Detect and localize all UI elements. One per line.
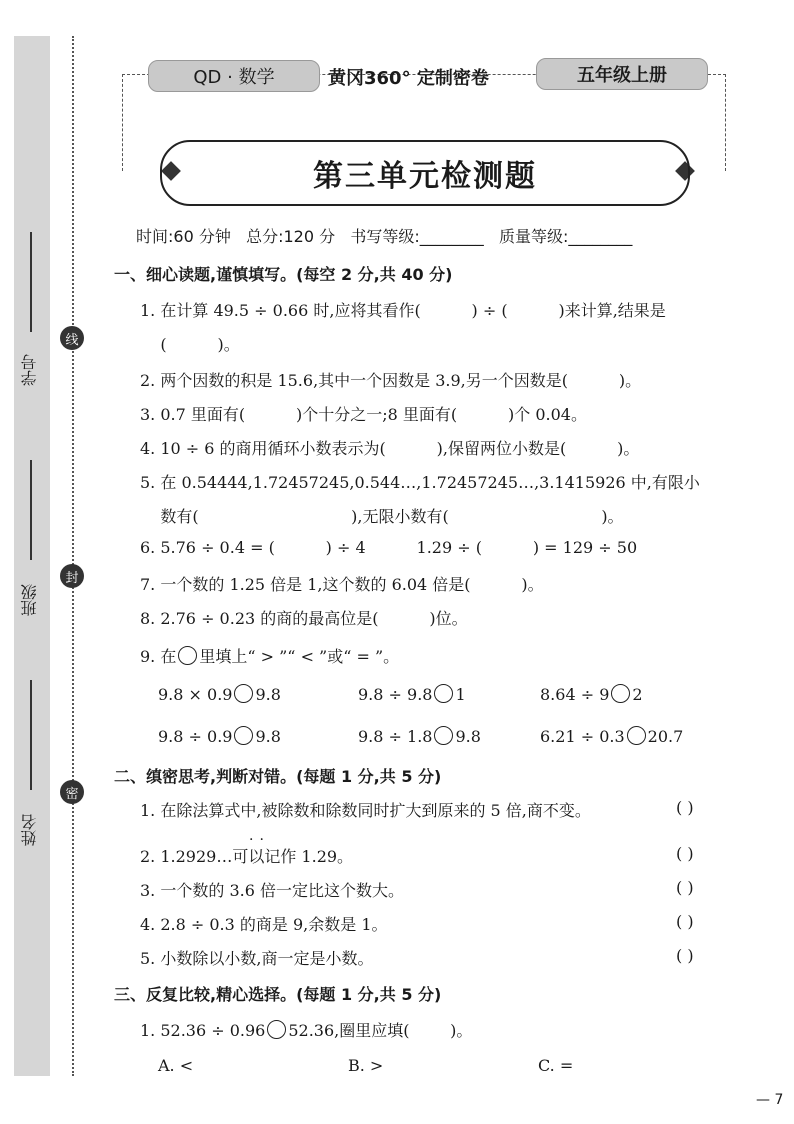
compare-circle[interactable] xyxy=(234,726,253,745)
s1-q9-r2c1: 9.8 ÷ 0.9 9.8 xyxy=(158,727,281,746)
judge-paren[interactable]: ( ) xyxy=(676,878,694,897)
name-label: 姓名 xyxy=(20,814,39,846)
repeat-dots-icon: ·· xyxy=(249,832,270,848)
s2-q4: 4. 2.8 ÷ 0.3 的商是 9,余数是 1。 xyxy=(140,915,388,934)
seal-secret-mark: 密 xyxy=(60,780,84,804)
section-1-heading: 一、细心读题,谨慎填写。(每空 2 分,共 40 分) xyxy=(114,265,453,284)
compare-circle[interactable] xyxy=(267,1020,286,1039)
page-title: 第三单元检测题 xyxy=(160,140,690,206)
student-no-blank[interactable] xyxy=(30,232,32,332)
s1-q6: 6. 5.76 ÷ 0.4 = ( ) ÷ 4 1.29 ÷ ( ) = 129 ÷ 50 xyxy=(140,538,638,557)
s1-q9-prompt-a: 9. 在 xyxy=(140,647,177,666)
s3-q1: 1. 52.36 ÷ 0.96 52.36,圈里应填( )。 xyxy=(140,1021,473,1040)
s1-q9 xyxy=(140,644,399,667)
s3-q1-option-b[interactable]: B. > xyxy=(348,1056,384,1075)
binding-strip xyxy=(14,36,50,1076)
s1-q9-r2c3: 6.21 ÷ 0.3 20.7 xyxy=(540,727,684,746)
s3-q1-option-c[interactable]: C. = xyxy=(538,1056,574,1075)
compare-circle[interactable] xyxy=(434,726,453,745)
judge-paren[interactable]: ( ) xyxy=(676,946,694,965)
s1-q9-r2c2: 9.8 ÷ 1.8 9.8 xyxy=(358,727,481,746)
s1-q1-cont: ( )。 xyxy=(140,335,240,354)
class-blank[interactable] xyxy=(30,460,32,560)
s3-q1-option-a[interactable]: A. < xyxy=(158,1056,194,1075)
judge-paren[interactable]: ( ) xyxy=(676,844,694,863)
s1-q9-r1c2: 9.8 ÷ 9.8 1 xyxy=(358,685,466,704)
cut-line xyxy=(72,36,74,1076)
compare-circle[interactable] xyxy=(234,684,253,703)
seal-line-mark: 线 xyxy=(60,326,84,350)
student-no-label: 学号 xyxy=(20,354,39,386)
s1-q2: 2. 两个因数的积是 15.6,其中一个因数是 3.9,另一个因数是( )。 xyxy=(140,371,642,390)
s1-q9-r1c3: 8.64 ÷ 9 2 xyxy=(540,685,643,704)
s1-q1: 1. 在计算 49.5 ÷ 0.66 时,应将其看作( ) ÷ ( )来计算,结果是 xyxy=(140,301,666,320)
judge-paren[interactable]: ( ) xyxy=(676,912,694,931)
s2-q1: 1. 在除法算式中,被除数和除数同时扩大到原来的 5 倍,商不变。 xyxy=(140,801,591,820)
s1-q9-r1c1: 9.8 × 0.9 9.8 xyxy=(158,685,281,704)
compare-circle[interactable] xyxy=(434,684,453,703)
grade-pill: 五年级上册 xyxy=(536,58,708,90)
s2-q3: 3. 一个数的 3.6 倍一定比这个数大。 xyxy=(140,881,404,900)
compare-circle[interactable] xyxy=(611,684,630,703)
class-label: 班级 xyxy=(20,584,39,616)
exam-info: 时间:60 分钟 总分:120 分 书写等级:________ 质量等级:________ xyxy=(136,227,633,246)
s2-q5: 5. 小数除以小数,商一定是小数。 xyxy=(140,949,374,968)
section-3-heading: 三、反复比较,精心选择。(每题 1 分,共 5 分) xyxy=(114,985,442,1004)
s1-q9-prompt-b: 里填上“ > ”“ < ”或“ = ”。 xyxy=(199,647,400,666)
s1-q8: 8. 2.76 ÷ 0.23 的商的最高位是( )位。 xyxy=(140,609,468,628)
s1-q4: 4. 10 ÷ 6 的商用循环小数表示为( ),保留两位小数是( )。 xyxy=(140,439,640,458)
judge-paren[interactable]: ( ) xyxy=(676,798,694,817)
seal-seal-mark: 封 xyxy=(60,564,84,588)
section-2-heading: 二、缜密思考,判断对错。(每题 1 分,共 5 分) xyxy=(114,767,442,786)
s1-q5: 5. 在 0.54444,1.72457245,0.544…,1.72457245…,3.1415926 中,有限小 xyxy=(140,473,700,492)
s1-q7: 7. 一个数的 1.25 倍是 1,这个数的 6.04 倍是( )。 xyxy=(140,575,544,594)
compare-circle[interactable] xyxy=(627,726,646,745)
s1-q3: 3. 0.7 里面有( )个十分之一;8 里面有( )个 0.04。 xyxy=(140,405,587,424)
circle-icon xyxy=(178,646,197,665)
name-blank[interactable] xyxy=(30,680,32,790)
s1-q5-cont: 数有( ),无限小数有( )。 xyxy=(140,507,624,526)
s2-q2: 2. 1.2929…可以记作 1.29。 xyxy=(140,847,354,866)
series-title: 黄冈360° 定制密卷 xyxy=(328,68,489,89)
page-number: — 7 xyxy=(756,1092,784,1108)
subject-pill: QD · 数学 xyxy=(148,60,320,92)
